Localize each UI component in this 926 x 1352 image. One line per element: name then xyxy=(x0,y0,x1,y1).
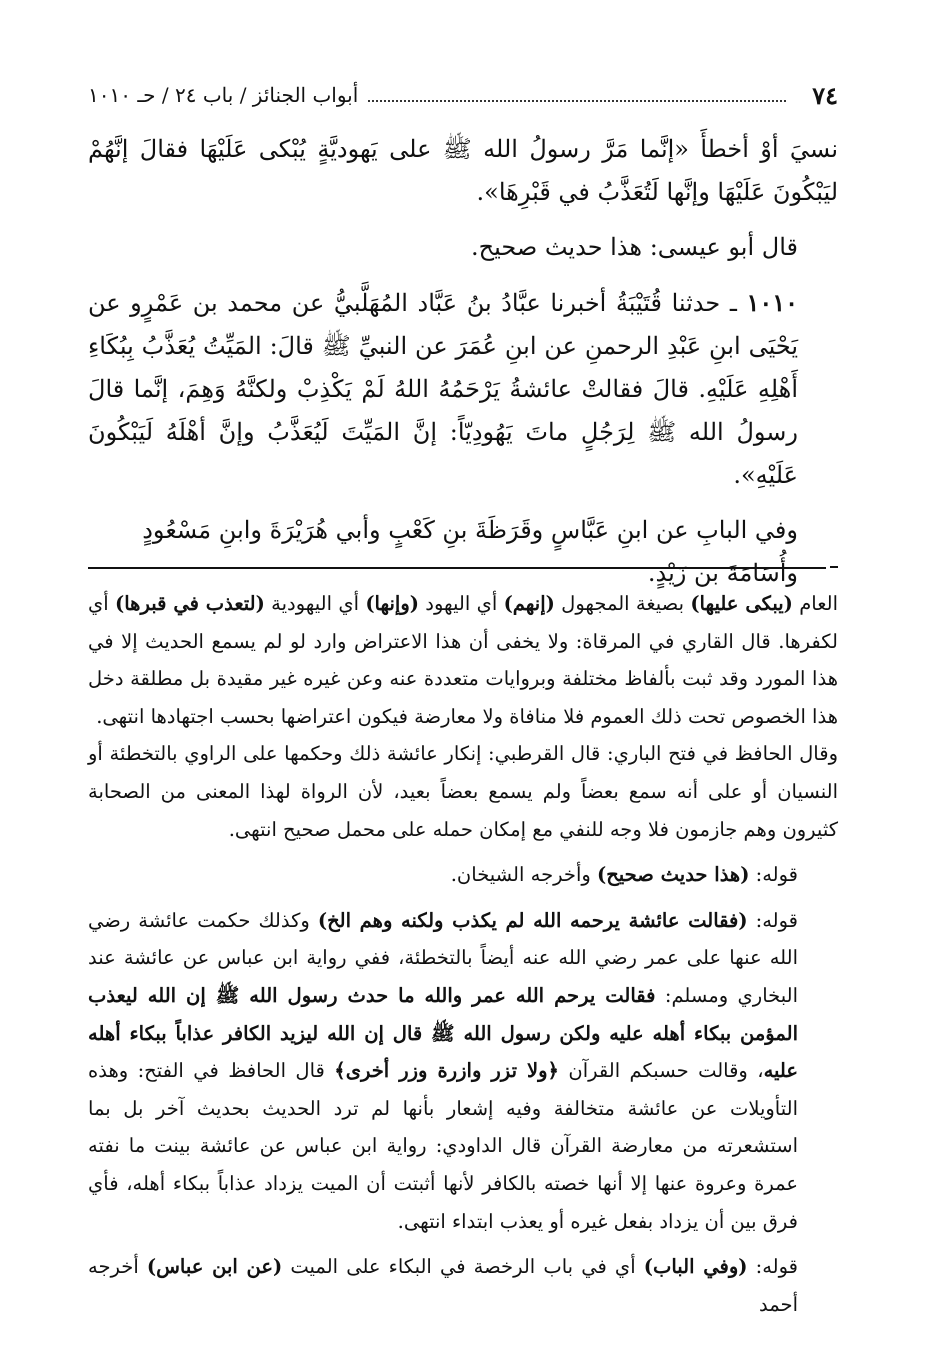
header-dotted-leader xyxy=(368,88,786,102)
note-text: بصيغة المجهول xyxy=(554,592,691,615)
note-paragraph-5 xyxy=(88,1248,838,1323)
note-bold: ﴿ولا تزر وازرة وزر أخرى﴾ xyxy=(334,1059,559,1083)
note-bold: (عن ابن عباس) xyxy=(146,1255,283,1279)
note-bold: (يبكى عليها) xyxy=(690,592,793,615)
running-title: أبواب الجنائز / باب ٢٤ / حـ ١٠١٠ xyxy=(88,83,359,107)
divider-line xyxy=(88,567,826,569)
note-bold: (وفي الباب) xyxy=(643,1255,748,1279)
text-paragraph-2: قال أبو عيسى: هذا حديث صحيح. xyxy=(470,233,798,261)
note-bold: (فقالت عائشة يرحمه الله لم يكذب ولكنه وهم الخ) xyxy=(317,908,748,932)
note-paragraph-1 xyxy=(88,585,838,735)
hadith-1010 xyxy=(88,281,838,497)
commentary-notes xyxy=(88,585,838,1323)
hadith-text: ـ حدثنا قُتَيْبَةُ أخبرنا عبَّادُ بنُ عَبَّاد المُهَلَّبيُّ عن محمد بن عَمْرٍو عن يَحْيَى ابنِ عَبْدِ الرحمنِ عن ابنِ عُمَرَ عن النبيِّ ﷺ قالَ: المَيِّتُ يُعَذَّبُ بِبُكَاءِ أَهْلِهِ عَلَيْهِ. قالَ فقالتْ عائشةُ يَرْحَمُهُ اللهُ لَمْ يَكْذِبْ ولكنَّهُ وَهِمَ، إنَّما قالَ رسولُ الله ﷺ لِرَجُلٍ ماتَ يَهُودِيّاً: إنَّ المَيِّتَ لَيُعَذَّبُ وإنَّ أهْلَهُ لَيَبْكُونَ عَلَيْهِ». xyxy=(88,289,798,489)
main-text xyxy=(88,128,838,595)
note-text: أي اليهود xyxy=(418,592,504,615)
page-number: ٧٤ xyxy=(812,80,838,110)
text-paragraph-4: وفي البابِ عن ابنِ عَبَّاسٍ وقَرَظَةَ بنِ كَعْبٍ وأبي هُرَيْرَةَ وابنِ مَسْعُودٍ وأُسَامَةَ بن زَيْدٍ. xyxy=(142,516,798,587)
note-text: قوله: xyxy=(747,908,798,932)
hadith-number: ١٠١٠ xyxy=(746,288,799,317)
note-paragraph-3 xyxy=(88,856,838,894)
page-header xyxy=(88,78,838,112)
note-text: قوله: xyxy=(747,1255,799,1279)
note-text: وأخرجه الشيخان. xyxy=(450,863,597,887)
note-text: أي لكفرها. قال القاري في المرقاة: ولا يخفى أن هذا الاعتراض وارد لو لم يسمع الحديث إلا في هذا المورد وقد ثبت بألفاظ مختلفة وبروايات متعددة عنه وعن غيره غير مقيدة بل مطلقة دخل هذا الخصوص تحت ذلك العموم فلا منافاة ولا معارضة فيكون اعتراضها بحسب اجتهادها انتهى. xyxy=(88,592,838,728)
note-paragraph-4 xyxy=(88,902,838,1240)
note-text: قوله: xyxy=(749,863,798,887)
note-text: وكذلك حكمت عائشة رضي الله عنها على عمر رضي الله عنه أيضاً بالتخطئة، ففي رواية ابن عباس عن عائشة عند البخاري ومسلم: xyxy=(88,908,798,1007)
note-text: أخرجه أحمد xyxy=(88,1255,798,1316)
note-bold: (وإنها) xyxy=(365,592,419,615)
note-bold: فقالت يرحم الله عمر والله ما حدث رسول الله ﷺ إن الله ليعذب المؤمن ببكاء أهله عليه ولكن رسول الله ﷺ قال إن الله ليزيد الكافر عذاباً ببكاء أهله عليه xyxy=(88,983,798,1083)
note-text: أي في باب الرخصة في البكاء على الميت xyxy=(282,1255,644,1279)
divider-tick xyxy=(830,566,838,568)
note-text: قال الحافظ في الفتح: وهذه التأويلات عن عائشة متخالفة وفيه إشعار بأنها لم ترد الحديث بحديث آخر بل بما استشعرته من معارضة القرآن قال الداودي: رواية ابن عباس عن عائشة بينت ما نفته عمرة وعروة عنها إلا أنها خصته بالكافر لأنها أثبتت أن الميت يزداد عذاباً ببكاء أهله، فأي فرق بين أن يزداد بفعل غيره أو يعذب ابتداء انتهى. xyxy=(88,1059,798,1233)
note-text: العام xyxy=(792,592,838,615)
text-paragraph-1: نسيَ أوْ أخطأَ «إنَّما مَرَّ رسولُ الله ﷺ على يَهوديَّةٍ يُبْكى عَلَيْهَا فقالَ إنَّهُمْ ليَبْكُونَ عَلَيْهَا وإنَّها لَتُعَذَّبُ في قَبْرِهَا». xyxy=(88,135,838,206)
note-bold: (هذا حديث صحيح) xyxy=(596,863,750,887)
note-text: ، وقالت حسبكم القرآن xyxy=(558,1059,764,1083)
note-bold: (إنهم) xyxy=(503,592,555,615)
note-bold: (لتعذب في قبرها) xyxy=(115,592,265,615)
note-text: أي اليهودية xyxy=(264,592,366,615)
note-paragraph-2: وقال الحافظ في فتح الباري: قال القرطبي: إنكار عائشة ذلك وحكمها على الراوي بالتخطئة أو النسيان أو على أنه سمع بعضاً ولم يسمع بعضاً بعيد، لأن الرواة لهذا المعنى من الصحابة كثيرون وهم جازمون فلا وجه للنفي مع إمكان حمله على محمل صحيح انتهى. xyxy=(88,742,838,841)
